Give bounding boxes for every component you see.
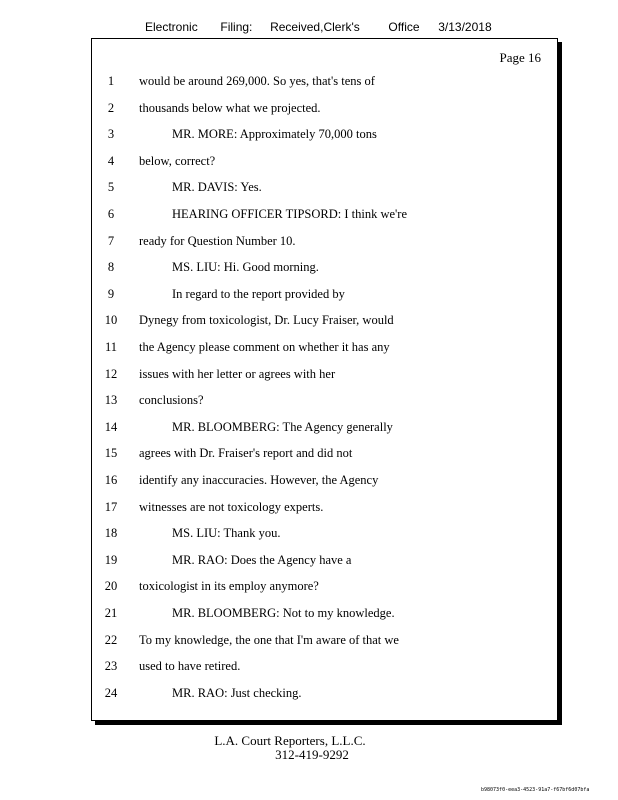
page-number: Page 16: [499, 50, 541, 65]
line-number: 20: [104, 579, 118, 594]
line-number: 10: [104, 313, 118, 328]
transcript-line: [92, 73, 557, 99]
transcript-line: [92, 472, 557, 498]
transcript-line: [92, 605, 557, 631]
line-text: the Agency please comment on whether it has any: [139, 340, 390, 354]
line-text: MS. LIU: Thank you.: [172, 526, 281, 541]
line-text: ready for Question Number 10.: [139, 233, 296, 248]
line-number: 5: [107, 180, 115, 195]
filing-received: Received,Clerk's: [270, 20, 360, 34]
line-number: 14: [104, 419, 118, 434]
line-text: thousands below what we projected.: [139, 100, 321, 115]
line-text: used to have retired.: [139, 659, 241, 674]
line-number: 3: [107, 127, 115, 142]
line-number: 15: [104, 446, 118, 461]
transcript-line: [92, 100, 557, 126]
line-number: 9: [107, 286, 115, 301]
line-text: witnesses are not toxicology experts.: [139, 499, 324, 514]
line-text: MR. MORE: Approximately 70,000 tons: [172, 127, 377, 142]
line-number: 23: [104, 659, 118, 674]
line-number: 18: [104, 526, 118, 541]
line-number: 2: [107, 100, 115, 115]
line-number: 22: [104, 632, 118, 647]
filing-date: 3/13/2018: [438, 20, 492, 34]
transcript-line: [92, 312, 557, 338]
transcript-line: [92, 632, 557, 658]
transcript-line: [92, 658, 557, 684]
line-text: MS. LIU: Hi. Good morning.: [172, 260, 319, 275]
line-text: conclusions?: [139, 393, 204, 408]
line-number: 11: [104, 340, 118, 354]
line-number: 13: [104, 393, 118, 408]
line-text: below, correct?: [139, 153, 216, 168]
reporter-phone: 312-419-9292: [275, 747, 349, 762]
transcript-line: [92, 392, 557, 418]
line-text: MR. RAO: Does the Agency have a: [172, 552, 352, 567]
filing-office: Office: [388, 20, 420, 34]
transcript-line: [92, 366, 557, 392]
transcript-line: [92, 499, 557, 525]
line-number: 16: [104, 473, 118, 487]
line-text: In regard to the report provided by: [172, 286, 345, 301]
line-number: 21: [104, 606, 118, 620]
line-text: agrees with Dr. Fraiser's report and did not: [139, 446, 353, 461]
line-text: MR. BLOOMBERG: The Agency generally: [172, 419, 393, 434]
line-text: identify any inaccuracies. However, the Agency: [139, 473, 379, 487]
line-number: 24: [104, 685, 118, 700]
transcript-line: [92, 445, 557, 471]
transcript-line: [92, 126, 557, 152]
line-number: 19: [104, 552, 118, 567]
filing-filing: Filing:: [220, 20, 253, 34]
line-text: Dynegy from toxicologist, Dr. Lucy Fraiser, would: [139, 313, 394, 328]
line-text: would be around 269,000. So yes, that's tens of: [139, 74, 375, 88]
transcript-line: [92, 259, 557, 285]
line-number: 4: [107, 153, 115, 168]
line-text: MR. BLOOMBERG: Not to my knowledge.: [172, 606, 395, 620]
line-number: 12: [104, 366, 118, 381]
transcript-line: [92, 206, 557, 232]
transcript-line: [92, 339, 557, 365]
transcript-line: [92, 179, 557, 205]
filing-electronic: Electronic: [145, 20, 198, 34]
line-number: 7: [107, 233, 115, 248]
filing-stamp-header: [145, 20, 492, 34]
transcript-line: [92, 578, 557, 604]
reporter-company: L.A. Court Reporters, L.L.C.: [214, 733, 366, 748]
transcript-page-box: [91, 38, 558, 721]
transcript-line: [92, 525, 557, 551]
line-text: toxicologist in its employ anymore?: [139, 579, 319, 594]
transcript-line: [92, 419, 557, 445]
line-number: 6: [107, 207, 115, 221]
transcript-line: [92, 233, 557, 259]
line-text: HEARING OFFICER TIPSORD: I think we're: [172, 207, 408, 221]
line-text: issues with her letter or agrees with her: [139, 366, 336, 381]
line-number: 1: [107, 74, 115, 88]
line-text: To my knowledge, the one that I'm aware of that we: [139, 632, 399, 647]
line-number: 17: [104, 499, 118, 514]
line-text: MR. DAVIS: Yes.: [172, 180, 262, 195]
line-text: MR. RAO: Just checking.: [172, 685, 302, 700]
transcript-line: [92, 286, 557, 312]
transcript-line: [92, 685, 557, 711]
transcript-line: [92, 552, 557, 578]
transcript-line: [92, 153, 557, 179]
line-number: 8: [107, 260, 115, 275]
document-id: b98073f0-eea3-4523-91a7-f67bf6d07bfa: [481, 787, 590, 793]
